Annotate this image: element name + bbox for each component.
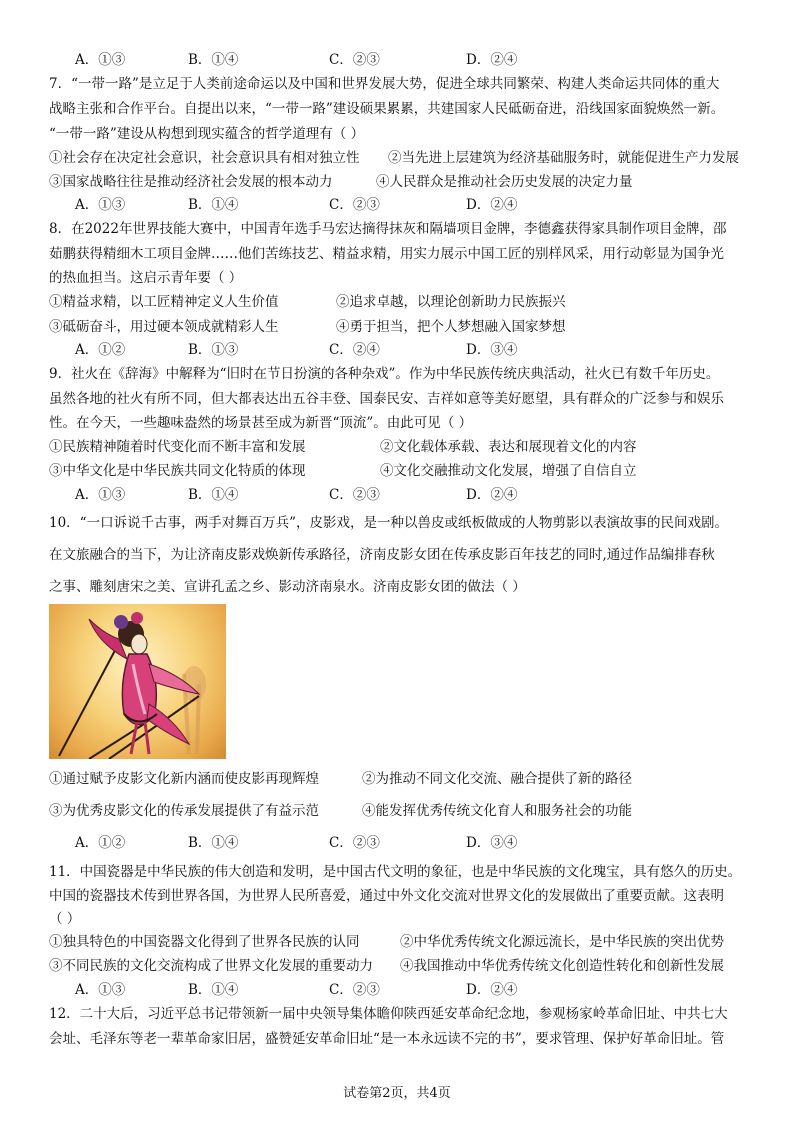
q8-item-4: ④勇于担当，把个人梦想融入国家梦想 bbox=[336, 319, 566, 335]
q9-option-c: C．②③ bbox=[329, 487, 380, 503]
q7-option-b: B．①④ bbox=[188, 197, 239, 213]
q8-item-3: ③砥砺奋斗，用过硬本领成就精彩人生 bbox=[49, 319, 279, 335]
q8-option-b: B．①③ bbox=[188, 342, 239, 358]
q7-stem-line: “一带一路”建设从构想到现实蕴含的哲学道理有（ ） bbox=[49, 126, 365, 142]
q6-option-c: C．②③ bbox=[329, 52, 380, 68]
q8-item-1: ①精益求精，以工匠精神定义人生价值 bbox=[49, 294, 279, 310]
q10-option-b: B．①④ bbox=[188, 835, 239, 851]
q9-item-3: ③中华文化是中华民族共同文化特质的体现 bbox=[49, 463, 306, 479]
q11-item-4: ④我国推动中华优秀传统文化创造性转化和创新性发展 bbox=[400, 958, 724, 974]
q7-option-c: C．②③ bbox=[329, 197, 380, 213]
q6-option-b: B．①④ bbox=[188, 52, 239, 68]
q11-stem-line: 11．中国瓷器是中华民族的伟大创造和发明，是中国古代文明的象征，也是中华民族的文化瑰宝，具有悠久的历史。 bbox=[49, 864, 742, 880]
q10-item-4: ④能发挥优秀传统文化育人和服务社会的功能 bbox=[362, 803, 632, 819]
q11-item-1: ①独具特色的中国瓷器文化得到了世界各民族的认同 bbox=[49, 934, 360, 950]
q11-stem-line: 中国的瓷器技术传到世界各国，为世界人民所喜爱，通过中外文化交流对世界文化的发展做出了重要贡献。这表明 bbox=[49, 888, 724, 904]
q9-option-a: A．①③ bbox=[75, 487, 126, 503]
q9-stem-line: 9．社火在《辞海》中解释为“旧时在节日扮演的各种杂戏”。作为中华民族传统庆典活动，社火已有数千年历史。 bbox=[49, 366, 720, 382]
q8-stem-line: 茹鹏获得精细木工项目金牌……他们苦练技艺、精益求精，用实力展示中国工匠的别样风采，用行动彰显为国争光 bbox=[49, 246, 724, 262]
q8-option-c: C．②④ bbox=[329, 342, 380, 358]
q8-option-a: A．①② bbox=[75, 342, 126, 358]
q12-stem-line: 12．二十大后，习近平总书记带领新一届中央领导集体瞻仰陕西延安革命纪念地，参观杨家岭革命旧址、中共七大 bbox=[49, 1006, 728, 1022]
q11-stem-line: （ ） bbox=[49, 911, 81, 927]
q11-option-c: C．②③ bbox=[329, 982, 380, 998]
q12-stem-line: 会址、毛泽东等老一辈革命家旧居，盛赞延安革命旧址“是一本永远读不完的书”，要求管理、保护好革命旧址。管 bbox=[49, 1031, 725, 1047]
q7-option-a: A．①③ bbox=[75, 197, 126, 213]
q9-stem-line: 性。在今天，一些趣味盎然的场景甚至成为新晋“顶流”。由此可见（ ） bbox=[49, 415, 473, 431]
q6-option-d: D．②④ bbox=[466, 52, 518, 68]
q7-item-4: ④人民群众是推动社会历史发展的决定力量 bbox=[376, 174, 633, 190]
q10-stem-line: 在文旅融合的当下，为让济南皮影戏焕新传承路径，济南皮影女团在传承皮影百年技艺的同时,通过作品编排春秋 bbox=[49, 547, 715, 563]
q10-stem-line: 10．“一口诉说千古事，两手对舞百万兵”，皮影戏，是一种以兽皮或纸板做成的人物剪影以表演故事的民间戏剧。 bbox=[49, 515, 728, 531]
q11-option-d: D．②④ bbox=[466, 982, 518, 998]
q7-stem-line: 7．“一带一路”是立足于人类前途命运以及中国和世界发展大势，促进全球共同繁荣、构建人类命运共同体的重大 bbox=[49, 76, 720, 92]
q10-item-3: ③为优秀皮影文化的传承发展提供了有益示范 bbox=[49, 803, 319, 819]
q7-item-3: ③国家战略往往是推动经济社会发展的根本动力 bbox=[49, 174, 333, 190]
q7-stem-line: 战略主张和合作平台。自提出以来，“一带一路”建设硕果累累，共建国家人民砥砺奋进，沿线国家面貌焕然一新。 bbox=[49, 101, 725, 117]
page-footer: 试卷第2页，共4页 bbox=[343, 1086, 451, 1101]
q10-item-2: ②为推动不同文化交流、融合提供了新的路径 bbox=[362, 771, 632, 787]
q9-item-1: ①民族精神随着时代变化而不断丰富和发展 bbox=[49, 439, 306, 455]
q10-option-c: C．②③ bbox=[329, 835, 380, 851]
q11-option-b: B．①④ bbox=[188, 982, 239, 998]
q11-item-3: ③不同民族的文化交流构成了世界文化发展的重要动力 bbox=[49, 958, 373, 974]
q10-item-1: ①通过赋予皮影文化新内涵而使皮影再现辉煌 bbox=[49, 771, 319, 787]
q10-option-a: A．①② bbox=[75, 835, 126, 851]
q11-item-2: ②中华优秀传统文化源远流长，是中华民族的突出优势 bbox=[400, 934, 724, 950]
shadow-puppet-image bbox=[49, 604, 226, 759]
q8-option-d: D．③④ bbox=[466, 342, 518, 358]
q8-stem-line: 的热血担当。这启示青年要（ ） bbox=[49, 270, 243, 286]
q9-item-2: ②文化载体承载、表达和展现着文化的内容 bbox=[380, 439, 637, 455]
q9-option-d: D．②④ bbox=[466, 487, 518, 503]
q10-stem-line: 之事、雕刻唐宋之美、宣讲孔孟之乡、影动济南泉水。济南皮影女团的做法（ ） bbox=[49, 579, 526, 595]
q7-item-1: ①社会存在决定社会意识，社会意识具有相对独立性 bbox=[49, 150, 360, 166]
q11-option-a: A．①③ bbox=[75, 982, 126, 998]
q7-option-d: D．②④ bbox=[466, 197, 518, 213]
q9-item-4: ④文化交融推动文化发展，增强了自信自立 bbox=[380, 463, 637, 479]
q8-item-2: ②追求卓越，以理论创新助力民族振兴 bbox=[336, 294, 566, 310]
q9-stem-line: 虽然各地的社火有所不同，但大都表达出五谷丰登、国泰民安、吉祥如意等美好愿望，具有群众的广泛参与和娱乐 bbox=[49, 391, 724, 407]
q10-option-d: D．③④ bbox=[466, 835, 518, 851]
q6-option-a: A．①③ bbox=[75, 52, 126, 68]
q7-item-2: ②当先进上层建筑为经济基础服务时，就能促进生产力发展 bbox=[388, 150, 739, 166]
q8-stem-line: 8．在2022年世界技能大赛中，中国青年选手马宏达摘得抹灰和隔墙项目金牌，李德鑫获得家具制作项目金牌，邵 bbox=[49, 221, 727, 237]
q9-option-b: B．①④ bbox=[188, 487, 239, 503]
